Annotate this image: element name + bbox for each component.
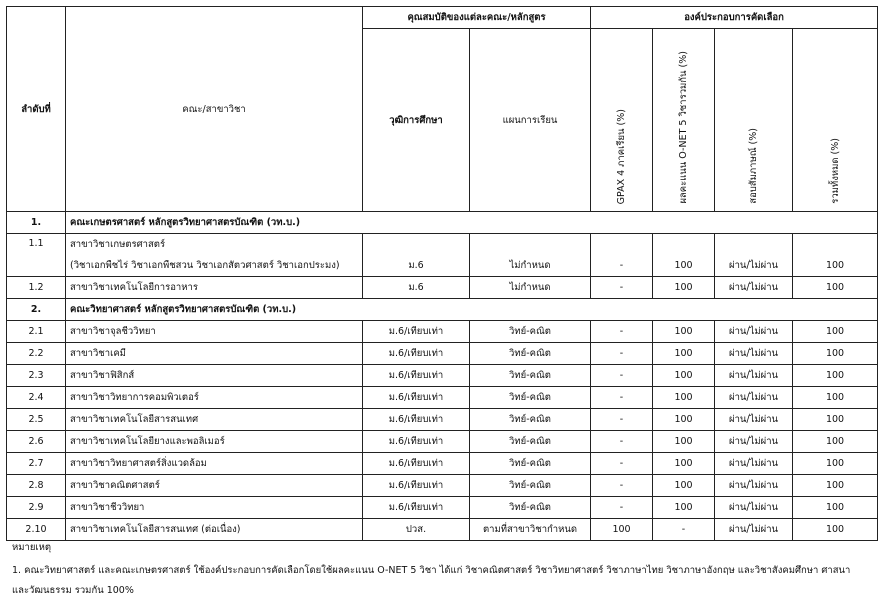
plan-cell: วิทย์-คณิต [470, 453, 591, 475]
interview-cell: ผ่าน/ไม่ผ่าน [715, 497, 793, 519]
education-cell: ม.6/เทียบเท่า [363, 343, 470, 365]
gpax-cell: - [591, 431, 653, 453]
education-cell: ม.6/เทียบเท่า [363, 321, 470, 343]
table-row [7, 497, 878, 519]
program-name: สาขาวิชาคณิตศาสตร์ [66, 475, 363, 497]
document-page [6, 6, 877, 596]
education-cell: ม.6/เทียบเท่า [363, 497, 470, 519]
admission-criteria-table [6, 6, 878, 541]
plan-cell: วิทย์-คณิต [470, 409, 591, 431]
total-cell: 100 [793, 431, 878, 453]
program-name: สาขาวิชาเทคโนโลยียางและพอลิเมอร์ [66, 431, 363, 453]
gpax-cell: 100 [591, 519, 653, 541]
onet-cell: 100 [653, 255, 715, 277]
header-total: รวมทั้งหมด (%) [793, 29, 878, 212]
table-row-section [7, 212, 878, 234]
interview-cell: ผ่าน/ไม่ผ่าน [715, 321, 793, 343]
plan-cell: วิทย์-คณิต [470, 497, 591, 519]
program-name: สาขาวิชาเทคโนโลยีสารสนเทศ (ต่อเนื่อง) [66, 519, 363, 541]
plan-cell: วิทย์-คณิต [470, 431, 591, 453]
row-number: 1.1 [7, 234, 66, 277]
program-name: สาขาวิชาวิทยาศาสตร์สิ่งแวดล้อม [66, 453, 363, 475]
plan-cell: วิทย์-คณิต [470, 475, 591, 497]
table-row [7, 321, 878, 343]
program-name: สาขาวิชาเกษตรศาสตร์ [66, 234, 363, 256]
total-cell: 100 [793, 497, 878, 519]
interview-cell: ผ่าน/ไม่ผ่าน [715, 387, 793, 409]
header-education: วุฒิการศึกษา [363, 29, 470, 212]
header-qualification-group: คุณสมบัติของแต่ละคณะ/หลักสูตร [363, 7, 591, 29]
table-row [7, 431, 878, 453]
table-row [7, 365, 878, 387]
row-number: 2.7 [7, 453, 66, 475]
total-cell: 100 [793, 409, 878, 431]
interview-cell: ผ่าน/ไม่ผ่าน [715, 475, 793, 497]
total-cell: 100 [793, 475, 878, 497]
interview-cell: ผ่าน/ไม่ผ่าน [715, 277, 793, 299]
table-row [7, 475, 878, 497]
total-cell: 100 [793, 321, 878, 343]
section-title: คณะเกษตรศาสตร์ หลักสูตรวิทยาศาสตรบัณฑิต (วท.บ.) [66, 212, 878, 234]
plan-cell: ไม่กำหนด [470, 277, 591, 299]
gpax-cell: - [591, 497, 653, 519]
program-name: สาขาวิชาชีววิทยา [66, 497, 363, 519]
total-cell: 100 [793, 343, 878, 365]
header-faculty: คณะ/สาขาวิชา [66, 7, 363, 212]
education-cell: ม.6/เทียบเท่า [363, 409, 470, 431]
notes-title: หมายเหตุ [12, 542, 52, 553]
program-name: สาขาวิชาวิทยาการคอมพิวเตอร์ [66, 387, 363, 409]
total-cell: 100 [793, 387, 878, 409]
gpax-cell: - [591, 365, 653, 387]
education-cell: ม.6 [363, 255, 470, 277]
plan-cell: วิทย์-คณิต [470, 343, 591, 365]
program-name: สาขาวิชาเคมี [66, 343, 363, 365]
onet-cell: 100 [653, 453, 715, 475]
interview-cell: ผ่าน/ไม่ผ่าน [715, 519, 793, 541]
table-row [7, 343, 878, 365]
education-cell: ม.6/เทียบเท่า [363, 365, 470, 387]
gpax-cell: - [591, 475, 653, 497]
row-number: 2.9 [7, 497, 66, 519]
row-number: 2.6 [7, 431, 66, 453]
header-criteria-group: องค์ประกอบการคัดเลือก [591, 7, 878, 29]
plan-cell: ไม่กำหนด [470, 255, 591, 277]
header-plan: แผนการเรียน [470, 29, 591, 212]
total-cell: 100 [793, 519, 878, 541]
row-number: 2.10 [7, 519, 66, 541]
table-row [7, 387, 878, 409]
row-number: 2.8 [7, 475, 66, 497]
program-name: สาขาวิชาเทคโนโลยีการอาหาร [66, 277, 363, 299]
onet-cell: 100 [653, 475, 715, 497]
table-row [7, 255, 878, 277]
onet-cell: 100 [653, 387, 715, 409]
notes-line-1: 1. คณะวิทยาศาสตร์ และคณะเกษตรศาสตร์ ใช้องค์ประกอบการคัดเลือกโดยใช้ผลคะแนน O-NET 5 วิชา ได้แก่ วิชาคณิตศาสตร์ วิชาวิทยาศาสตร์ วิชาภาษาไทย วิชาภาษาอังกฤษ และวิชาสังคมศึกษา ศาสนา [12, 565, 851, 576]
gpax-cell: - [591, 387, 653, 409]
education-cell: ม.6/เทียบเท่า [363, 431, 470, 453]
onet-cell: - [653, 519, 715, 541]
gpax-cell: - [591, 343, 653, 365]
plan-cell: วิทย์-คณิต [470, 387, 591, 409]
section-title: คณะวิทยาศาสตร์ หลักสูตรวิทยาศาสตรบัณฑิต (วท.บ.) [66, 299, 878, 321]
table-row [7, 409, 878, 431]
program-name: สาขาวิชาฟิสิกส์ [66, 365, 363, 387]
education-cell: ม.6 [363, 277, 470, 299]
total-cell: 100 [793, 365, 878, 387]
interview-cell: ผ่าน/ไม่ผ่าน [715, 343, 793, 365]
row-number: 2.5 [7, 409, 66, 431]
onet-cell: 100 [653, 497, 715, 519]
education-cell: ม.6/เทียบเท่า [363, 387, 470, 409]
table-row [7, 453, 878, 475]
row-number: 2.3 [7, 365, 66, 387]
onet-cell: 100 [653, 321, 715, 343]
header-order: ลำดับที่ [7, 7, 66, 212]
interview-cell: ผ่าน/ไม่ผ่าน [715, 453, 793, 475]
onet-cell: 100 [653, 431, 715, 453]
table-row [7, 234, 878, 256]
onet-cell: 100 [653, 277, 715, 299]
program-name-detail: (วิชาเอกพืชไร่ วิชาเอกพืชสวน วิชาเอกสัตวศาสตร์ วิชาเอกประมง) [66, 255, 363, 277]
table-row [7, 277, 878, 299]
education-cell: ม.6/เทียบเท่า [363, 453, 470, 475]
row-number: 2.4 [7, 387, 66, 409]
onet-cell: 100 [653, 365, 715, 387]
gpax-cell: - [591, 277, 653, 299]
total-cell: 100 [793, 277, 878, 299]
header-onet: ผลคะแนน O-NET 5 วิชารวมกัน (%) [653, 29, 715, 212]
program-name: สาขาวิชาเทคโนโลยีสารสนเทศ [66, 409, 363, 431]
header-interview: สอบสัมภาษณ์ (%) [715, 29, 793, 212]
notes-line-2: และวัฒนธรรม รวมกัน 100% [12, 585, 134, 596]
interview-cell: ผ่าน/ไม่ผ่าน [715, 431, 793, 453]
total-cell: 100 [793, 255, 878, 277]
table-row-section [7, 299, 878, 321]
interview-cell: ผ่าน/ไม่ผ่าน [715, 255, 793, 277]
program-name: สาขาวิชาจุลชีววิทยา [66, 321, 363, 343]
plan-cell: วิทย์-คณิต [470, 365, 591, 387]
table-body [7, 212, 878, 541]
row-number: 1. [7, 212, 66, 234]
gpax-cell: - [591, 453, 653, 475]
row-number: 2. [7, 299, 66, 321]
onet-cell: 100 [653, 409, 715, 431]
education-cell: ปวส. [363, 519, 470, 541]
education-cell: ม.6/เทียบเท่า [363, 475, 470, 497]
row-number: 1.2 [7, 277, 66, 299]
interview-cell: ผ่าน/ไม่ผ่าน [715, 365, 793, 387]
interview-cell: ผ่าน/ไม่ผ่าน [715, 409, 793, 431]
gpax-cell: - [591, 321, 653, 343]
gpax-cell: - [591, 255, 653, 277]
header-gpax: GPAX 4 ภาคเรียน (%) [591, 29, 653, 212]
onet-cell: 100 [653, 343, 715, 365]
total-cell: 100 [793, 453, 878, 475]
row-number: 2.2 [7, 343, 66, 365]
plan-cell: ตามที่สาขาวิชากำหนด [470, 519, 591, 541]
plan-cell: วิทย์-คณิต [470, 321, 591, 343]
table-row [7, 519, 878, 541]
gpax-cell: - [591, 409, 653, 431]
row-number: 2.1 [7, 321, 66, 343]
